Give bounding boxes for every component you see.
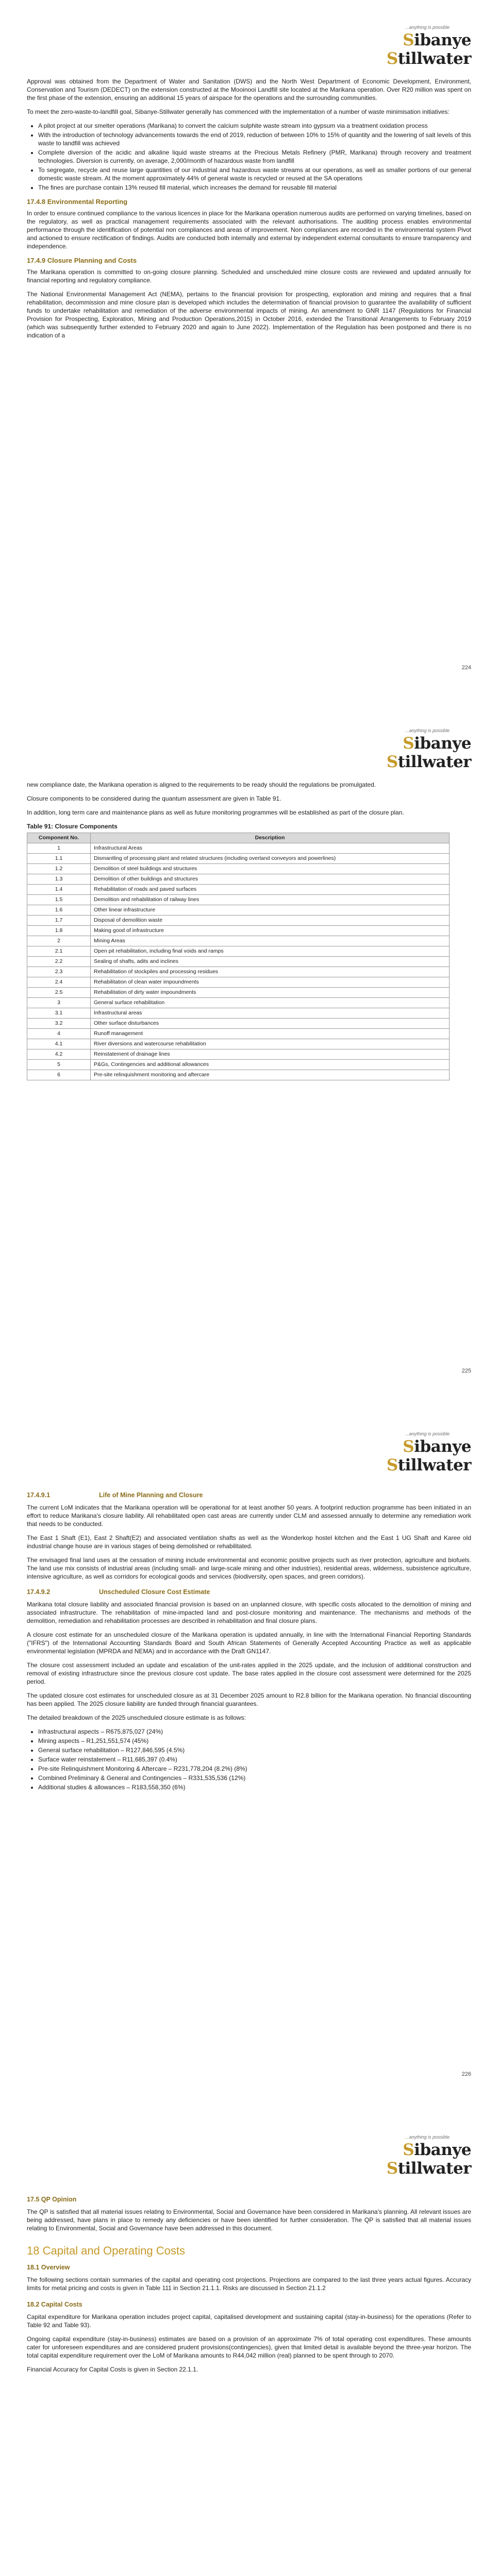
table-row (27, 1039, 450, 1049)
bullet-list (27, 122, 471, 192)
table-row (27, 957, 450, 967)
column-header: Component No. (27, 833, 91, 843)
component-description-cell: Sealing of shafts, adits and inclines (91, 957, 450, 967)
component-description-cell: Rehabilitation of stockpiles and processing residues (91, 967, 450, 977)
component-description-cell: Mining Areas (91, 936, 450, 946)
page-number: 225 (461, 1368, 471, 1374)
table-row (27, 967, 450, 977)
component-description-cell: Infrastructural Areas (91, 843, 450, 854)
subsection-heading: 17.4.9.1 Life of Mine Planning and Closure (27, 1492, 203, 1499)
list-item: • Complete diversion of the acidic and alkaline liquid waste streams at the Precious Metals Refinery (PMR, Marikana) through recovery and treatment technologies. Diversion is currently, on average, 2,000/month of hazardous waste from landfill (38, 148, 471, 165)
paragraph: The closure cost assessment included an update and escalation of the unit-rates applied in the 2025 update, and the inclusion of additional construction and removal of existing infrastructure since the previous closure cost update. The base rates applied in the closure cost assessment were determined for the 2025 period. (27, 1662, 471, 1685)
component-description-cell: P&Gs, Contingencies and additional allowances (91, 1060, 450, 1070)
component-description-cell: Infrastructural areas (91, 1008, 450, 1019)
component-number-cell: 2.5 (27, 988, 91, 998)
closure-components-table (27, 833, 450, 1080)
table-row (27, 998, 450, 1008)
component-number-cell: 6 (27, 1070, 91, 1080)
component-number-cell: 1.6 (27, 905, 91, 916)
table-row (27, 926, 450, 936)
paragraph: The Marikana operation is committed to on-going closure planning. Scheduled and unscheduled mine closure costs are reviewed and updated annually for financial reporting and regulatory compliance. (27, 268, 471, 284)
table-row (27, 1049, 450, 1060)
section-heading: 18.1 Overview (27, 2264, 70, 2271)
document-page-225 (0, 703, 498, 1406)
company-logo (358, 719, 471, 775)
component-number-cell: 2.1 (27, 946, 91, 957)
component-number-cell: 1 (27, 843, 91, 854)
table-row (27, 874, 450, 885)
logo-line-1: Sibanye (403, 1437, 471, 1456)
component-description-cell: Reinstatement of drainage lines (91, 1049, 450, 1060)
component-number-cell: 1.1 (27, 854, 91, 864)
component-description-cell: Disposal of demolition waste (91, 916, 450, 926)
logo-line-1: Sibanye (403, 734, 471, 753)
component-number-cell: 4.2 (27, 1049, 91, 1060)
component-number-cell: 2.3 (27, 967, 91, 977)
paragraph: To meet the zero-waste-to-landfill goal, Sibanye-Stillwater generally has commenced with the implementation of a number of waste minimisation initiatives: (27, 108, 450, 115)
table-row (27, 885, 450, 895)
chapter-heading: 18 Capital and Operating Costs (27, 2244, 185, 2257)
component-number-cell: 1.5 (27, 895, 91, 905)
component-number-cell: 1.8 (27, 926, 91, 936)
table-row (27, 1060, 450, 1070)
component-description-cell: Rehabilitation of roads and paved surfaces (91, 885, 450, 895)
subsection-heading: 17.4.9.2 Unscheduled Closure Cost Estimate (27, 1588, 210, 1596)
list-item: • Surface water reinstatement – R11,685,397 (0.4%) (38, 1755, 471, 1764)
logo-line-1: Sibanye (403, 31, 471, 49)
paragraph: The East 1 Shaft (E1), East 2 Shaft(E2) and associated ventilation shafts as well as the Wonderkop hostel kitchen and the East 1 UG Shaft and Karee old industrial change house are in various stages of being demolished or rehabilitated. (27, 1534, 471, 1550)
paragraph: The following sections contain summaries of the capital and operating cost projections. Projections are compared to the last three years actual figures. Accuracy limits for metal pricing and costs is given in Table 111 in Section 21.1.1. Risks are discussed in Section 21.1.2 (27, 2276, 471, 2292)
paragraph: new compliance date, the Marikana operation is aligned to the requirements to be ready should the regulations be promulgated. (27, 781, 376, 788)
list-item: • The fines are purchase contain 13% reused fill material, which increases the demand for reusable fill material (38, 183, 471, 192)
component-number-cell: 5 (27, 1060, 91, 1070)
list-item: • Infrastructural aspects – R675,875,027 (24%) (38, 1727, 471, 1736)
component-description-cell: Other linear infrastructure (91, 905, 450, 916)
page-body (27, 781, 471, 1086)
logo-tagline: ...anything is possible (405, 728, 450, 733)
table-row (27, 916, 450, 926)
paragraph: The QP is satisfied that all material issues relating to Environmental, Social and Governance have been considered in Marikana's planning. All relevant issues are being addressed, have plans in place to remedy any deficiencies or have been identified for further consideration. The QP is satisfied that all material issues relating to Environmental, Social and Governance have been addressed in this document. (27, 2208, 471, 2232)
logo-tagline: ...anything is possible (405, 25, 450, 30)
table-row (27, 895, 450, 905)
logo-tagline: ...anything is possible (405, 2134, 450, 2140)
component-description-cell: Other surface disturbances (91, 1019, 450, 1029)
table-row (27, 1070, 450, 1080)
paragraph: In order to ensure continued compliance to the various licences in place for the Marikana operation numerous audits are performed on varying timelines, based on the regulatory, as well as practical management requirements associated with the relevant authorisations. The auditing process enables environmental performance through the identification of potential non compliances and areas of improvement. Non compliances are recorded in the environmental system Pivot and actioned to ensure rectification of findings. Audits are conducted both internally and external by independent external consultants to ensure transparency and independence. (27, 210, 471, 250)
section-heading: 17.5 QP Opinion (27, 2196, 77, 2203)
component-description-cell: Rehabilitation of clean water impoundments (91, 977, 450, 988)
document-page-224 (0, 0, 498, 703)
component-number-cell: 1.3 (27, 874, 91, 885)
paragraph: Financial Accuracy for Capital Costs is given in Section 22.1.1. (27, 2366, 198, 2373)
component-description-cell: Open pit rehabilitation, including final voids and ramps (91, 946, 450, 957)
table-row (27, 1019, 450, 1029)
paragraph: The detailed breakdown of the 2025 unscheduled closure estimate is as follows: (27, 1714, 246, 1721)
list-item: • Pre-site Relinquishment Monitoring & Aftercare – R231,778,204 (8.2%) (8%) (38, 1765, 471, 1773)
logo-tagline: ...anything is possible (405, 1431, 450, 1436)
paragraph: The National Environmental Management Act (NEMA), pertains to the financial provision for prospecting, exploration and mining and requires that a final rehabilitation, decommission and mine closure plan is developed which includes the determination of financial provision to guarantee the availability of sufficient funds to undertake rehabilitation and remediation of the adverse environmental impacts of mining. An amendment to GNR 1147 (Regulations for Financial Provision for Prospecting, Exploration, Mining and Production Operations,2015) in October 2016, extended the Transitional Arrangements to February 2019 (which was subsequently further extended to February 2020 and again to June 2022). Implementation of the Regulation has been postponed and there is no indication of a (27, 291, 471, 339)
paragraph: Marikana total closure liability and associated financial provision is based on an unplanned closure, with specific costs allocated to the demolition of mining and associated infrastructure. The rehabilitation of mine-impacted land and post-closure monitoring and maintenance. The mechanisms and methods of the demolition, remediation and rehabilitation processes are described in rehabilitation and final closure plans. (27, 1601, 471, 1624)
component-description-cell: Rehabilitation of dirty water impoundments (91, 988, 450, 998)
component-number-cell: 3.1 (27, 1008, 91, 1019)
company-logo (358, 2125, 471, 2182)
list-item: • Mining aspects – R1,251,551,574 (45%) (38, 1737, 471, 1745)
paragraph: Capital expenditure for Marikana operation includes project capital, capitalised development and sustaining capital (stay-in-business) for the operations (Refer to Table 92 and Table 93). (27, 2313, 471, 2329)
paragraph: The current LoM indicates that the Marikana operation will be operational for at least another 50 years. A footprint reduction programme has been initiated in an effort to reduce Marikana's closure liability. All rehabilitated open cast areas are currently under CLM and assessed annually to determine any remediation work that needs to be conducted. (27, 1504, 471, 1528)
paragraph: Ongoing capital expenditure (stay-in-business) estimates are based on a provision of an approximate 7% of total operating cost expenditures. These amounts cater for unforeseen expenditures and are considered prudent provisions(contingencies), given that limited detail is available beyond the three-year horizon. The total capital expenditure requirement over the LoM of Marikana amounts to R44,042 million (real) planned to be spent through to 2070. (27, 2335, 471, 2359)
column-header: Description (91, 833, 450, 843)
table-row (27, 854, 450, 864)
table-row (27, 946, 450, 957)
table-row (27, 905, 450, 916)
table-row (27, 1008, 450, 1019)
paragraph: Closure components to be considered during the quantum assessment are given in Table 91. (27, 795, 281, 802)
table-row (27, 936, 450, 946)
paragraph: A closure cost estimate for an unscheduled closure of the Marikana operation is updated annually, in line with the International Financial Reporting Standards ("IFRS") of the International Accounting Standards Board and South African Statements of Generally Accepted Accounting Practice as well as applicable environmental legislation (MPRDA and NEMA) and in accordance with the Draft GN1147. (27, 1631, 471, 1655)
component-number-cell: 1.2 (27, 864, 91, 874)
component-number-cell: 2.2 (27, 957, 91, 967)
component-description-cell: Demolition and rehabilitation of railway lines (91, 895, 450, 905)
component-number-cell: 1.7 (27, 916, 91, 926)
paragraph: The updated closure cost estimates for unscheduled closure as at 31 December 2025 amount to R2.8 billion for the Marikana operation. No financial discounting has been applied. The 2025 closure liability are funded through financial guarantees. (27, 1692, 471, 1707)
component-number-cell: 2.4 (27, 977, 91, 988)
component-description-cell: Making good of infrastructure (91, 926, 450, 936)
table-row (27, 977, 450, 988)
list-item: • General surface rehabilitation – R127,846,595 (4.5%) (38, 1746, 471, 1754)
document-page-226 (0, 1406, 498, 2110)
table-row (27, 988, 450, 998)
list-item: • A pilot project at our smelter operations (Marikana) to convert the calcium sulphite waste stream into gypsum via a treatment oxidation process (38, 122, 471, 130)
component-description-cell: Demolition of other buildings and structures (91, 874, 450, 885)
logo-line-1: Sibanye (403, 2141, 471, 2159)
list-item: • Combined Preliminary & General and Contingencies – R331,535,536 (12%) (38, 1774, 471, 1782)
page-number: 224 (461, 665, 471, 671)
list-item: • Additional studies & allowances – R183,558,350 (6%) (38, 1783, 471, 1791)
logo-line-2: Stillwater (386, 49, 471, 68)
component-description-cell: Dismantling of processing plant and related structures (including overland conveyors and powerlines) (91, 854, 450, 864)
component-description-cell: Demolition of steel buildings and structures (91, 864, 450, 874)
component-number-cell: 3 (27, 998, 91, 1008)
logo-line-2: Stillwater (386, 2159, 471, 2178)
paragraph: Approval was obtained from the Department of Water and Sanitation (DWS) and the North West Department of Economic Development, Environment, Conservation and Tourism (DEDECT) on the extension constructed at the Mooinooi Landfill site located at the Marikana operation. Over R20 million was spent on the first phase of the extension, ensuring an additional 15 years of airspace for the operations and the surrounding communities. (27, 78, 471, 101)
section-heading: 17.4.8 Environmental Reporting (27, 198, 128, 206)
component-description-cell: Pre-site relinquishment monitoring and aftercare (91, 1070, 450, 1080)
list-item: • To segregate, recycle and reuse large quantities of our industrial and hazardous waste streams at our operations, as well as smaller portions of our general domestic waste stream. At the moment approximately 44% of general waste is recycled or reused at the SA operations (38, 166, 471, 182)
page-number: 226 (461, 2071, 471, 2077)
component-number-cell: 4.1 (27, 1039, 91, 1049)
component-description-cell: River diversions and watercourse rehabilitation (91, 1039, 450, 1049)
page-body (27, 1484, 471, 1797)
logo-line-2: Stillwater (386, 753, 471, 771)
logo-line-2: Stillwater (386, 1456, 471, 1475)
table-row (27, 843, 450, 854)
component-number-cell: 4 (27, 1029, 91, 1039)
page-body (27, 2187, 471, 2379)
section-heading: 17.4.9 Closure Planning and Costs (27, 257, 137, 264)
component-description-cell: General surface rehabilitation (91, 998, 450, 1008)
bullet-list (27, 1727, 471, 1791)
page-body (27, 77, 471, 345)
component-number-cell: 3.2 (27, 1019, 91, 1029)
component-description-cell: Runoff management (91, 1029, 450, 1039)
paragraph: In addition, long term care and maintenance plans as well as future monitoring programmes will be established as part of the closure plan. (27, 809, 404, 816)
section-heading: 18.2 Capital Costs (27, 2301, 82, 2308)
company-logo (358, 15, 471, 72)
table-row (27, 1029, 450, 1039)
table-row (27, 864, 450, 874)
table-caption: Table 91: Closure Components (27, 823, 118, 830)
component-number-cell: 2 (27, 936, 91, 946)
component-number-cell: 1.4 (27, 885, 91, 895)
list-item: • With the introduction of technology advancements towards the end of 2019, reduction of between 10% to 15% of quantity and the lowering of salt levels of this waste to landfill was achieved (38, 131, 471, 147)
paragraph: The envisaged final land uses at the cessation of mining include environmental and economic positive projects such as river protection, agriculture and biofuels. The land use mix consists of industrial areas (including small- and large-scale mining and other industries), residential areas, wilderness, subsistence agriculture, intensive agriculture, as well as corridors for ecological goods and services (biodiversity, open spaces, and green corridors). (27, 1556, 471, 1580)
document-page-227 (0, 2110, 498, 2576)
company-logo (358, 1422, 471, 1479)
